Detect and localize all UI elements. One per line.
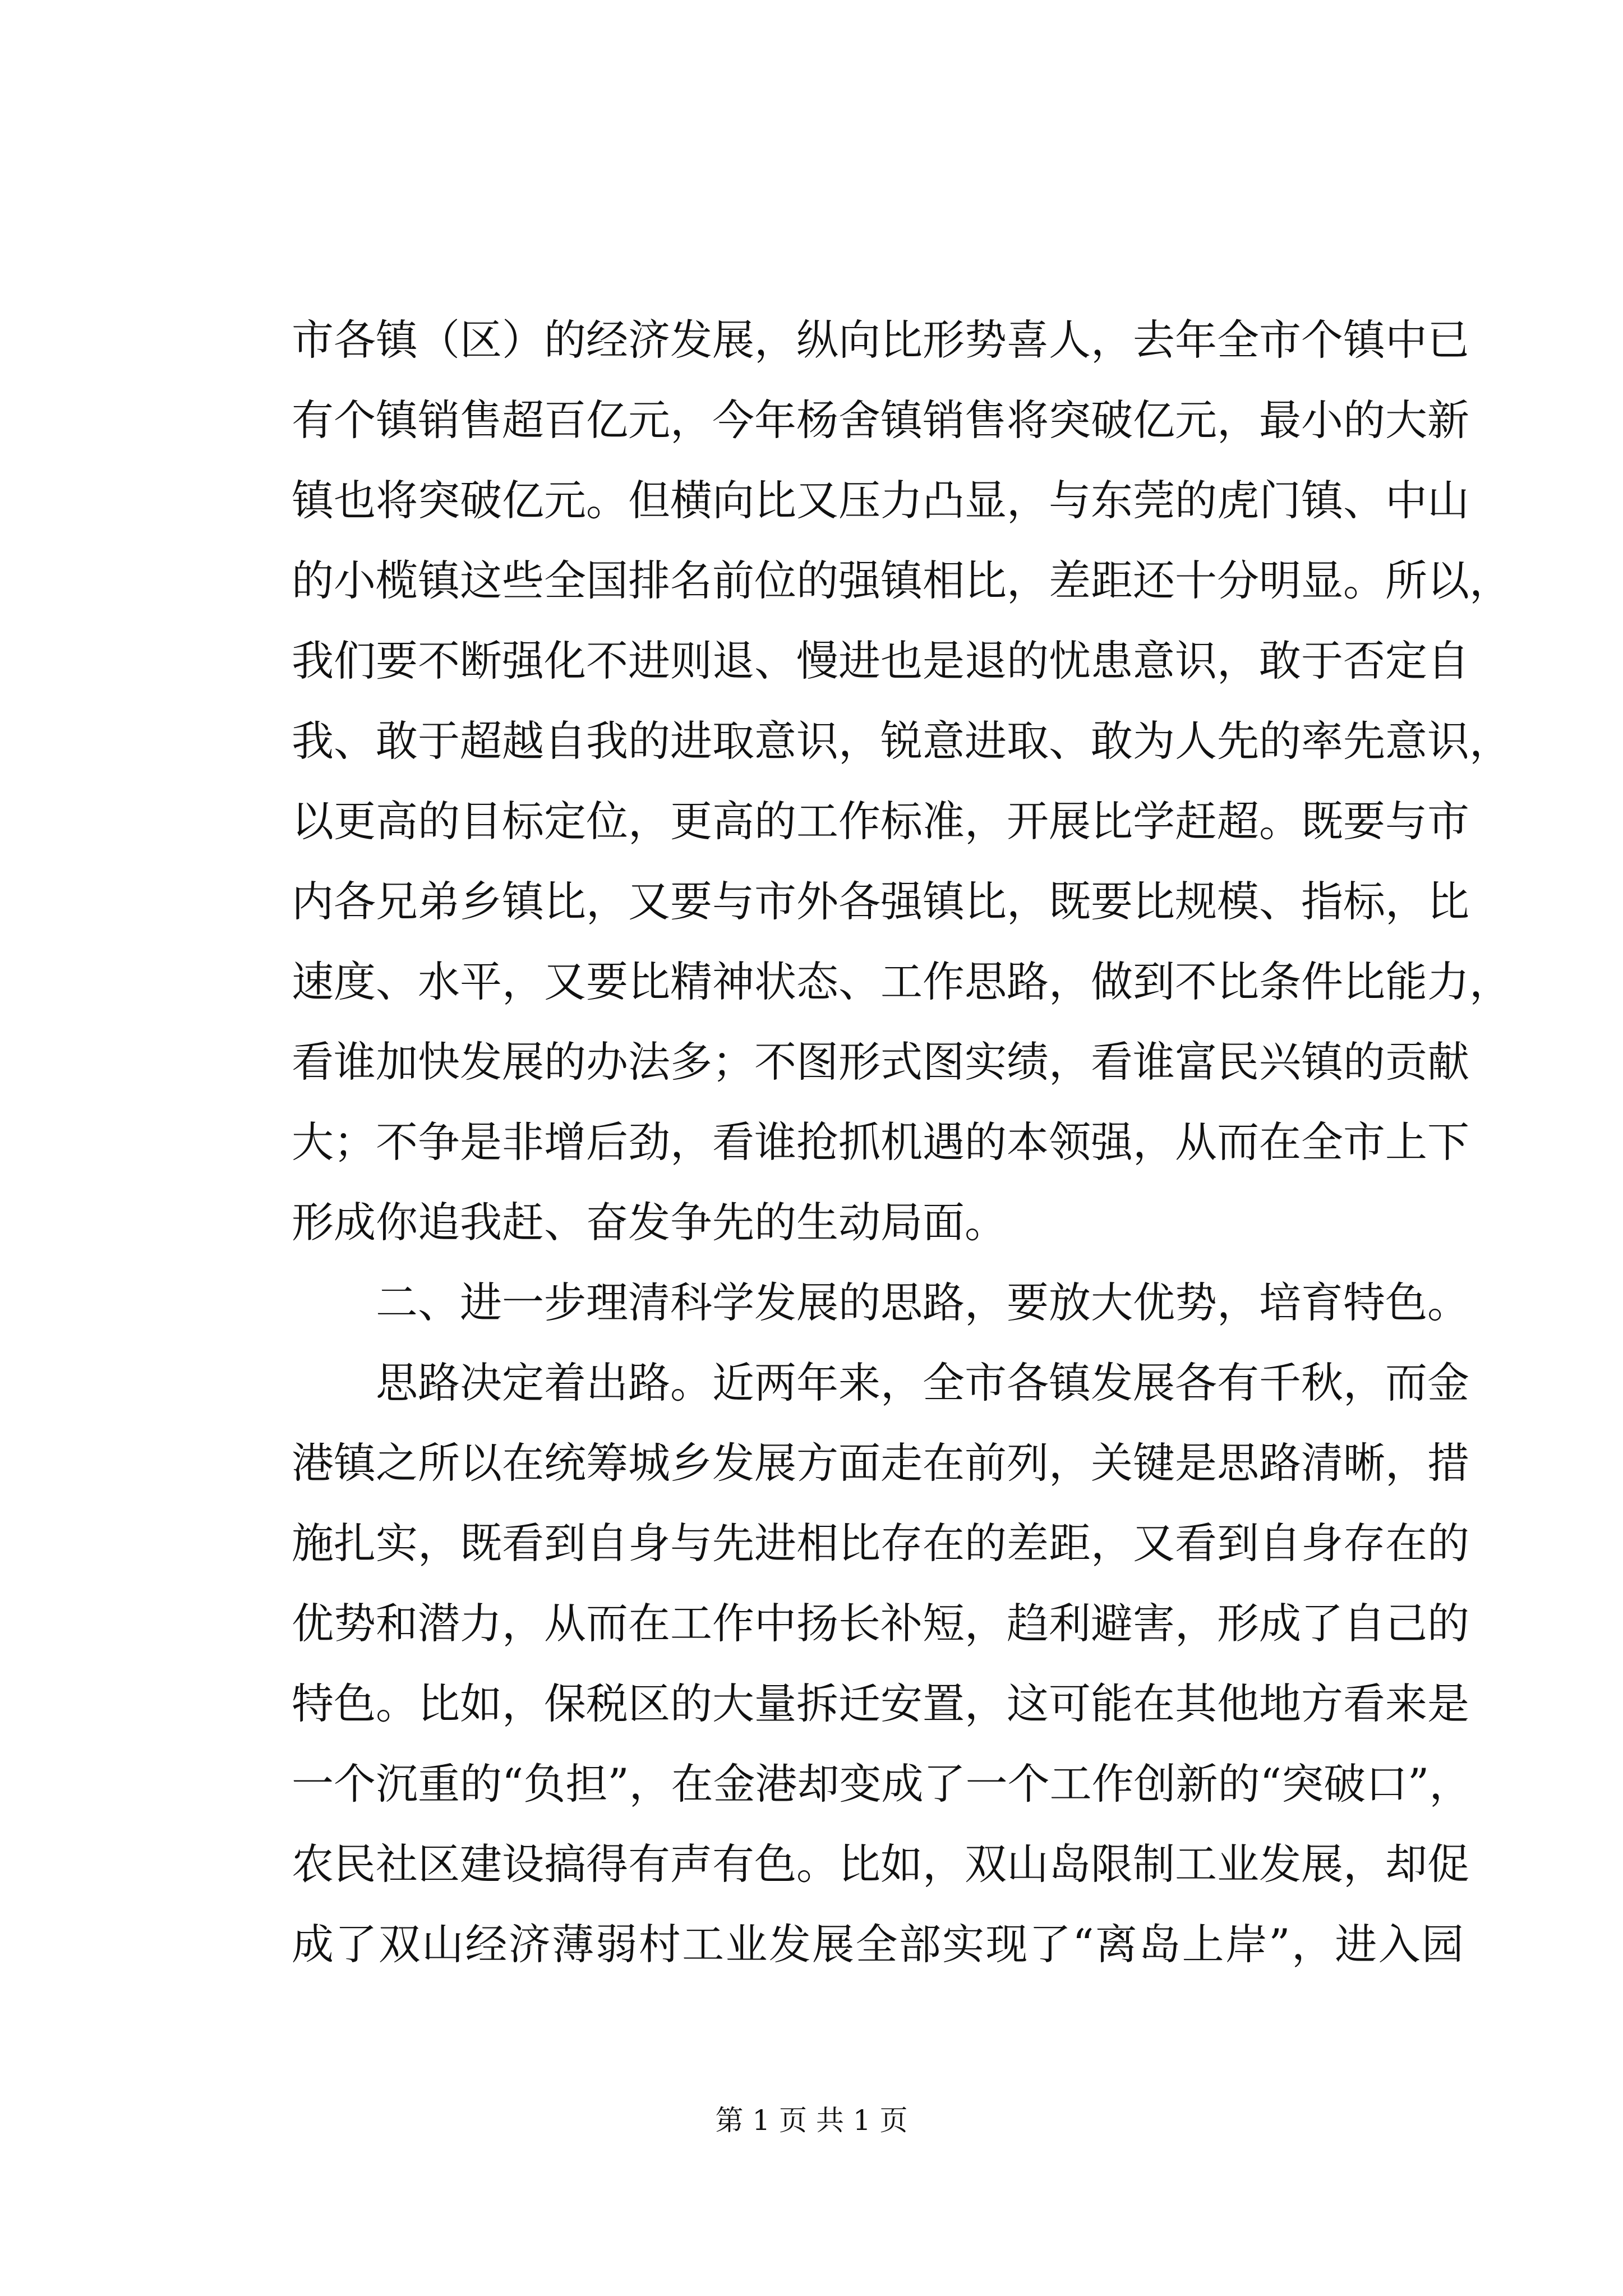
text-line: 农民社区建设搞得有声有色。比如，双山岛限制工业发展，却促 [292,1839,1470,1889]
text-line: 成了双山经济薄弱村工业发展全部实现了“离岛上岸”，进入园 [292,1920,1464,1969]
text-line: 我们要不断强化不进则退、慢进也是退的忧患意识，敢于否定自 [292,636,1470,685]
text-line: 港镇之所以在统筹城乡发展方面走在前列，关键是思路清晰，措 [292,1438,1470,1488]
text-line: 市各镇（区）的经济发展，纵向比形势喜人，去年全市个镇中已 [292,315,1470,365]
paragraph-first-line: 思路决定着出路。近两年来，全市各镇发展各有千秋，而金 [376,1358,1470,1407]
text-line: 优势和潜力，从而在工作中扬长补短，趋利避害，形成了自己的 [292,1599,1470,1648]
text-line: 形成你追我赶、奋发争先的生动局面。 [292,1198,1007,1247]
page-footer: 第 1 页 共 1 页 [715,2104,908,2137]
text-line: 内各兄弟乡镇比，又要与市外各强镇比，既要比规模、指标，比 [292,877,1470,926]
text-line: 速度、水平，又要比精神状态、工作思路，做到不比条件比能力， [292,957,1512,1006]
text-line: 大；不争是非增后劲，看谁抢抓机遇的本领强，从而在全市上下 [292,1117,1470,1167]
text-line: 一个沉重的“负担”，在金港却变成了一个工作创新的“突破口”， [292,1759,1472,1809]
text-line: 施扎实，既看到自身与先进相比存在的差距，又看到自身存在的 [292,1519,1470,1568]
text-line: 的小榄镇这些全国排名前位的强镇相比，差距还十分明显。所以， [292,556,1512,605]
document-body [292,300,1512,1985]
text-line: 看谁加快发展的办法多；不图形式图实绩，看谁富民兴镇的贡献 [292,1037,1470,1087]
text-line: 有个镇销售超百亿元，今年杨舍镇销售将突破亿元，最小的大新 [292,395,1470,445]
section-heading: 二、进一步理清科学发展的思路，要放大优势，培育特色。 [376,1278,1470,1327]
text-line: 我、敢于超越自我的进取意识，锐意进取、敢为人先的率先意识， [292,716,1512,766]
text-line: 镇也将突破亿元。但横向比又压力凸显，与东莞的虎门镇、中山 [292,476,1470,525]
text-line: 以更高的目标定位，更高的工作标准，开展比学赶超。既要与市 [292,797,1470,846]
text-line: 特色。比如，保税区的大量拆迁安置，这可能在其他地方看来是 [292,1679,1470,1728]
